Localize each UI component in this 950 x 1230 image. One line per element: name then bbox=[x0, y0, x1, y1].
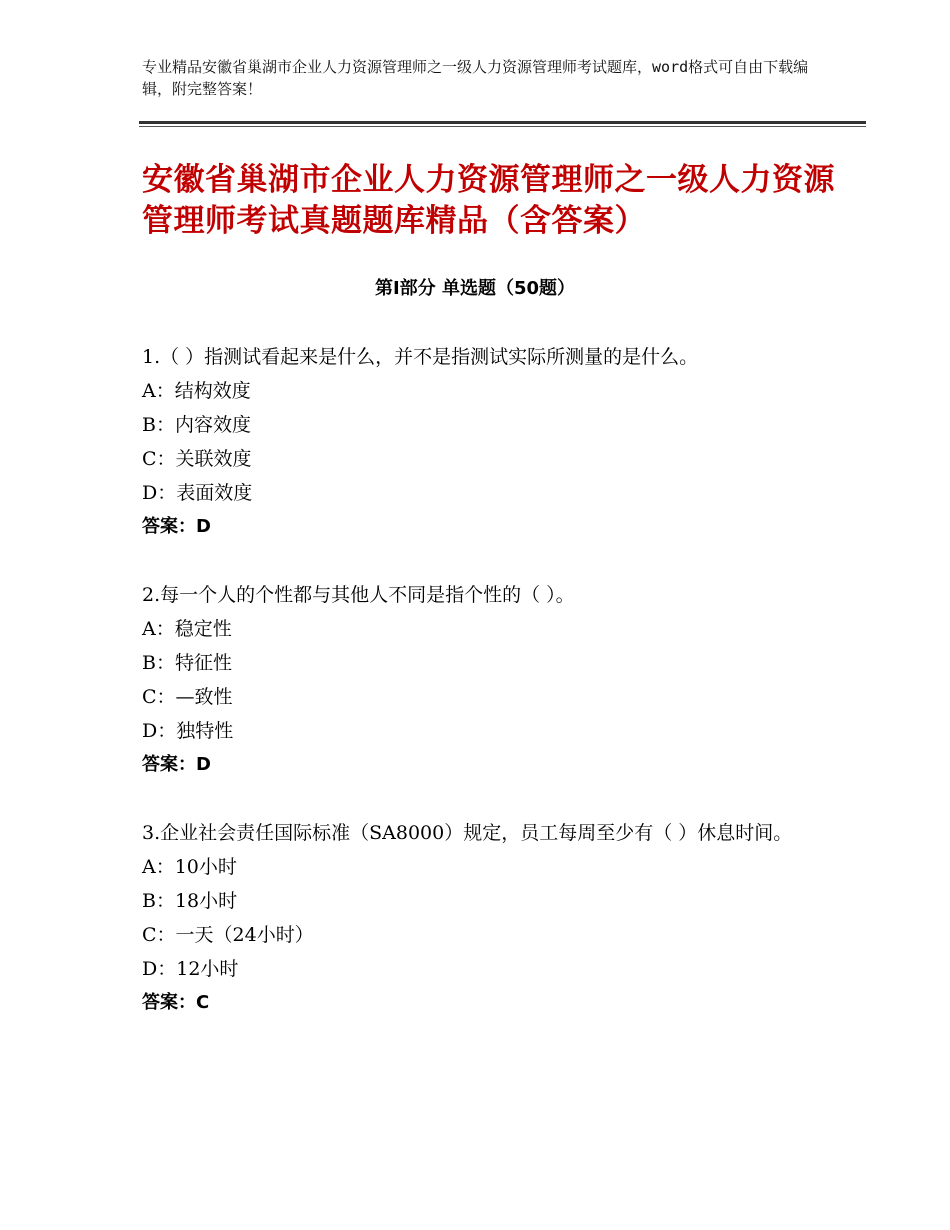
option-d: D：独特性 bbox=[142, 720, 234, 742]
answer: 答案：D bbox=[142, 754, 211, 775]
question-list bbox=[142, 340, 812, 1054]
header-rule-thin bbox=[139, 126, 866, 127]
question-stem: 1.（ ）指测试看起来是什么，并不是指测试实际所测量的是什么。 bbox=[142, 346, 699, 368]
question-stem: 3.企业社会责任国际标准（SA8000）规定，员工每周至少有（ ）休息时间。 bbox=[142, 822, 793, 844]
option-a: A：10小时 bbox=[142, 856, 237, 878]
section-title: 第Ⅰ部分 单选题（50题） bbox=[374, 278, 575, 299]
option-d: D：表面效度 bbox=[142, 482, 253, 504]
document-title: 安徽省巢湖市企业人力资源管理师之一级人力资源管理师考试真题题库精品（含答案） bbox=[142, 162, 835, 239]
header-rule-thick bbox=[139, 121, 866, 124]
header-note: 专业精品安徽省巢湖市企业人力资源管理师之一级人力资源管理师考试题库，word格式可自由下载编辑，附完整答案！ bbox=[142, 58, 809, 98]
option-b: B：内容效度 bbox=[142, 414, 251, 436]
option-a: A：结构效度 bbox=[142, 380, 251, 402]
answer: 答案：C bbox=[142, 992, 210, 1013]
question-2 bbox=[142, 578, 812, 782]
option-b: B：特征性 bbox=[142, 652, 232, 674]
question-stem: 2.每一个人的个性都与其他人不同是指个性的（ ）。 bbox=[142, 584, 575, 606]
question-3 bbox=[142, 816, 812, 1020]
option-c: C：—致性 bbox=[142, 686, 233, 708]
option-c: C：关联效度 bbox=[142, 448, 252, 470]
option-c: C：一天（24小时） bbox=[142, 924, 314, 946]
answer: 答案：D bbox=[142, 516, 211, 537]
option-b: B：18小时 bbox=[142, 890, 238, 912]
option-a: A：稳定性 bbox=[142, 618, 232, 640]
question-1 bbox=[142, 340, 812, 544]
option-d: D：12小时 bbox=[142, 958, 239, 980]
